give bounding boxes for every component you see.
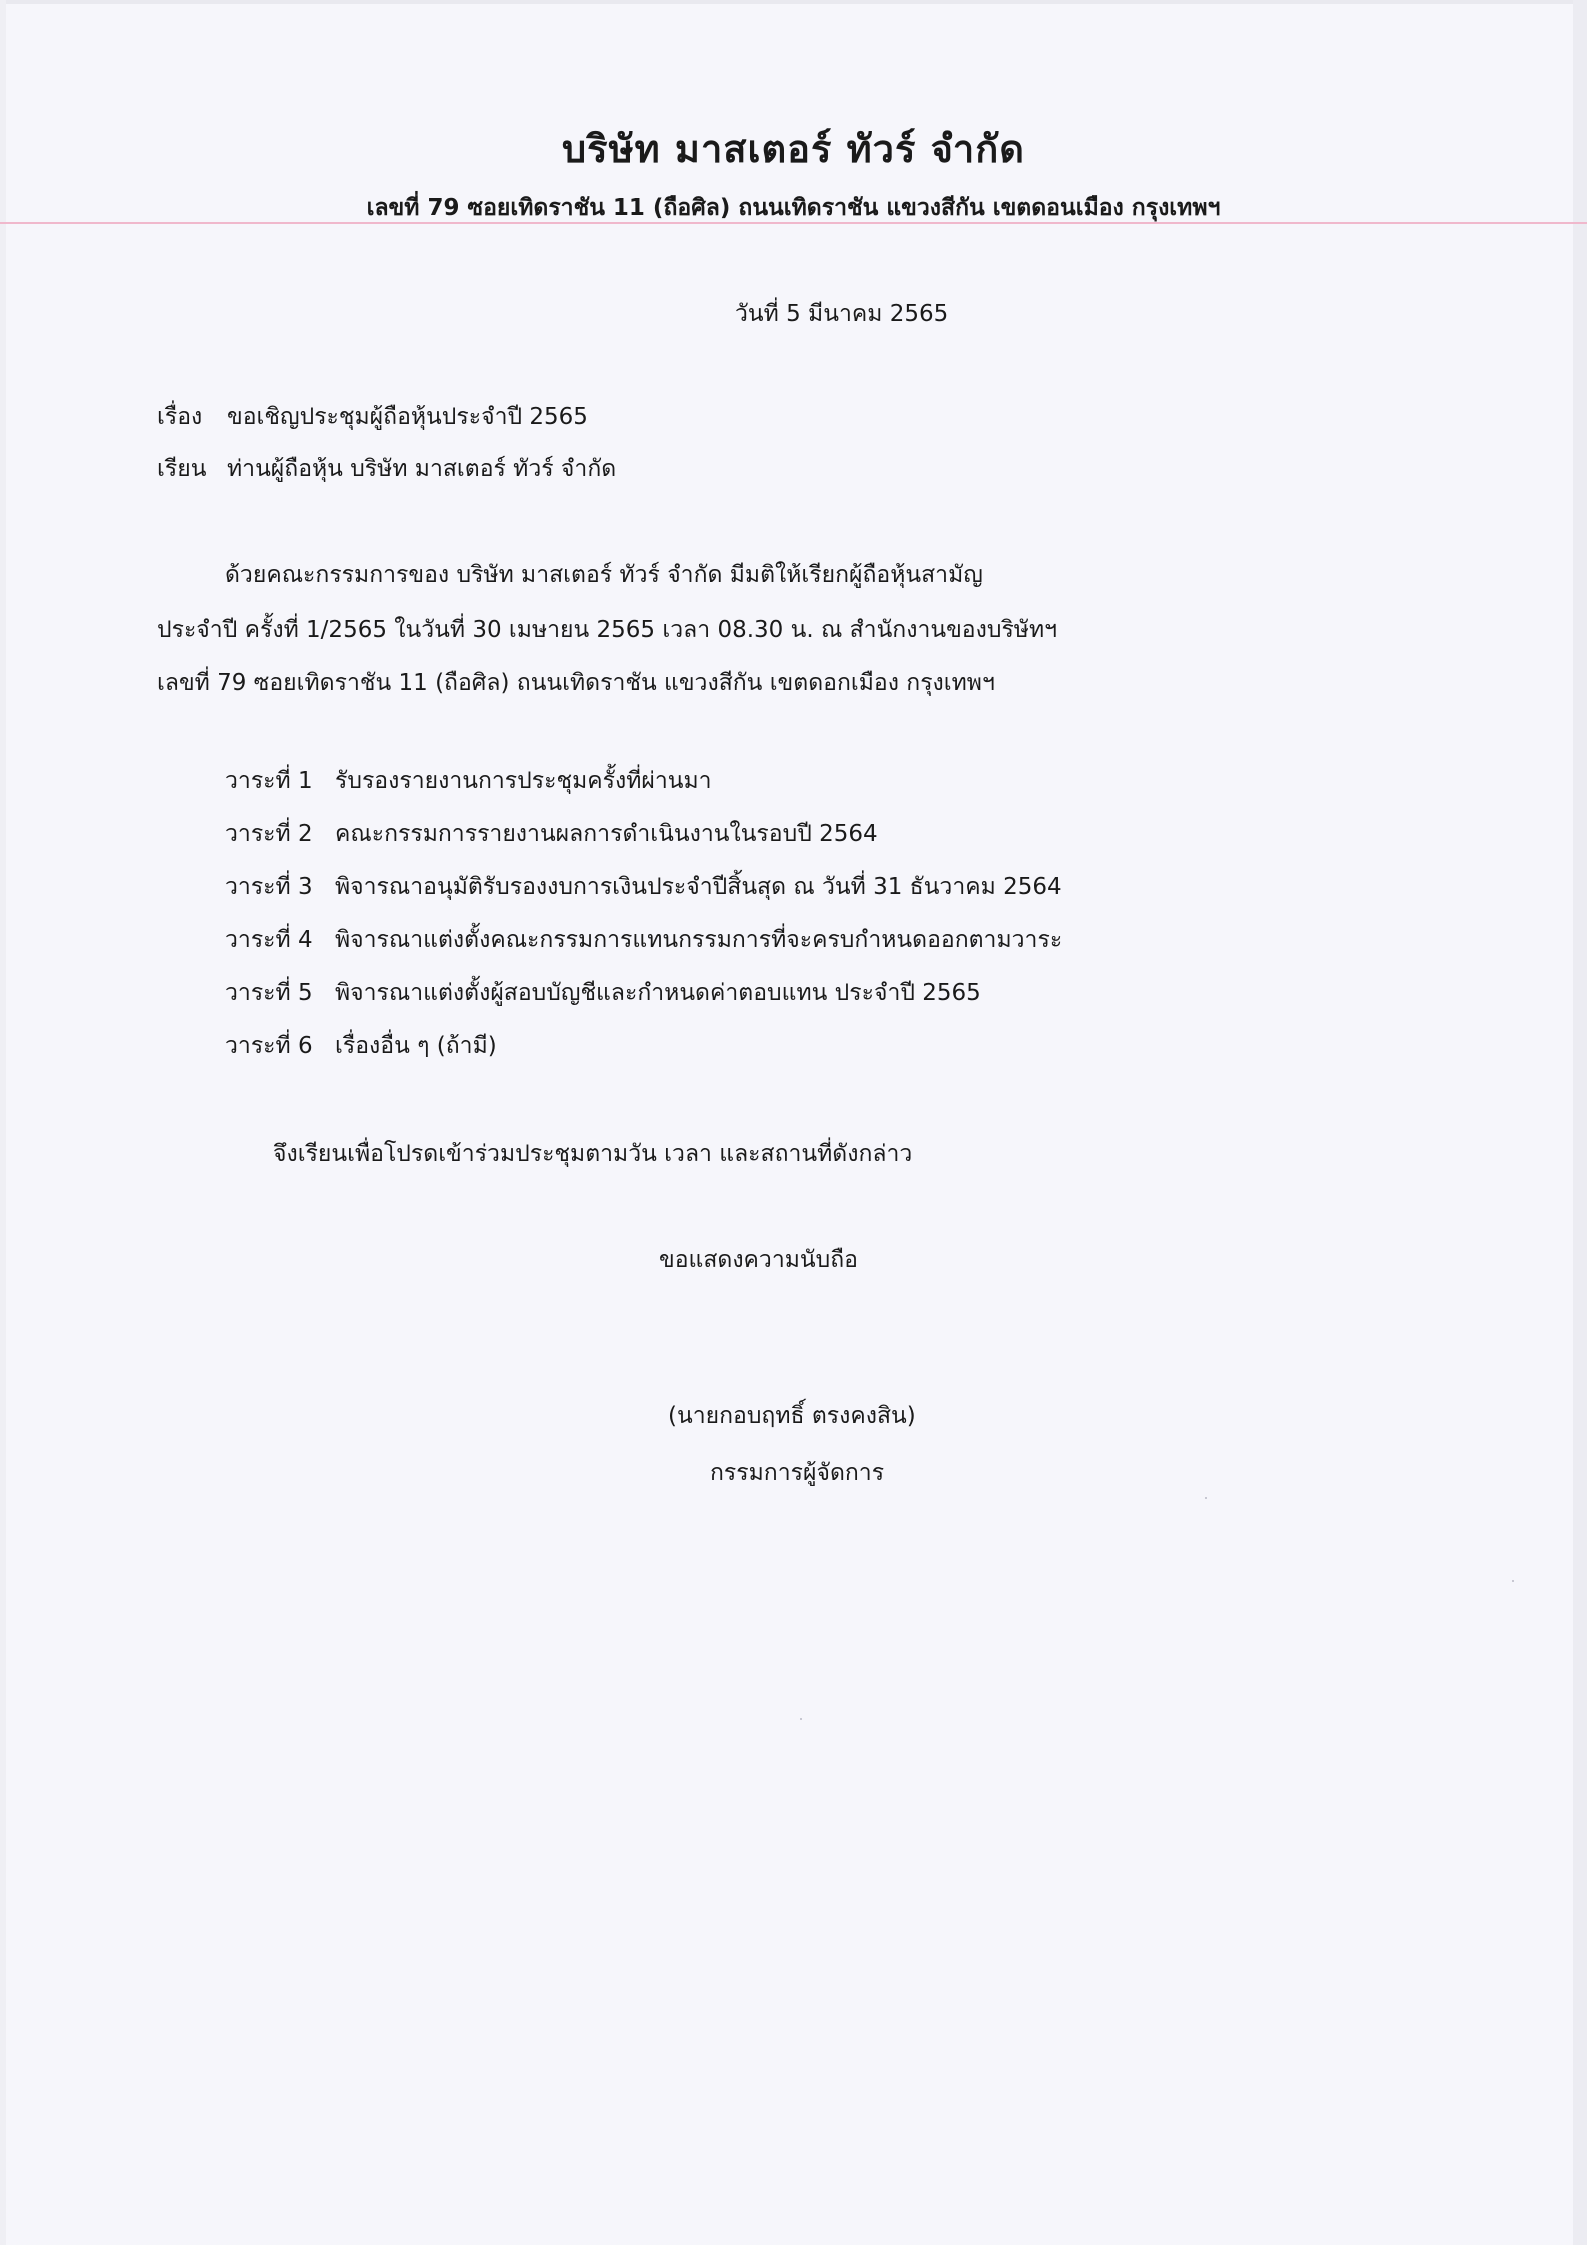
body-line: เลขที่ 79 ซอยเทิดราชัน 11 (ถือศิล) ถนนเทิดราชัน แขวงสีกัน เขตดอกเมือง กรุงเทพฯ: [157, 670, 995, 696]
body-line: ด้วยคณะกรรมการของ บริษัท มาสเตอร์ ทัวร์ จำกัด มีมติให้เรียกผู้ถือหุ้นสามัญ: [225, 562, 983, 588]
agenda-item: [225, 975, 981, 1011]
agenda-number: วาระที่ 4: [225, 927, 313, 953]
agenda-text: รับรองรายงานการประชุมครั้งที่ผ่านมา: [335, 768, 712, 794]
complimentary-close: ขอแสดงความนับถือ: [658, 1247, 858, 1273]
agenda-number: วาระที่ 6: [225, 1033, 313, 1059]
signer-name: (นายกอบฤทธิ์ ตรงคงสิน): [668, 1403, 916, 1429]
agenda-number: วาระที่ 3: [225, 874, 313, 900]
scan-speck: [800, 1718, 802, 1720]
closing-sentence: จึงเรียนเพื่อโปรดเข้าร่วมประชุมตามวัน เวลา และสถานที่ดังกล่าว: [273, 1141, 913, 1167]
recipient-line: [157, 451, 616, 487]
signer-title: กรรมการผู้จัดการ: [710, 1460, 885, 1486]
agenda-number: วาระที่ 1: [225, 768, 313, 794]
subject-label: เรื่อง: [157, 404, 203, 430]
body-line: ประจำปี ครั้งที่ 1/2565 ในวันที่ 30 เมษายน 2565 เวลา 08.30 น. ณ สำนักงานของบริษัทฯ: [157, 617, 1058, 643]
subject-line: [157, 399, 588, 435]
agenda-item: [225, 1028, 497, 1064]
agenda-item: [225, 869, 1062, 905]
scan-edge-right: [1573, 0, 1587, 2245]
recipient-label: เรียน: [157, 456, 207, 482]
agenda-item: [225, 763, 712, 799]
agenda-text: พิจารณาแต่งตั้งคณะกรรมการแทนกรรมการที่จะครบกำหนดออกตามวาระ: [335, 927, 1063, 953]
scan-edge-top: [0, 0, 1587, 4]
agenda-number: วาระที่ 5: [225, 980, 313, 1006]
company-name: บริษัท มาสเตอร์ ทัวร์ จำกัด: [562, 127, 1025, 171]
agenda-text: พิจารณาอนุมัติรับรองงบการเงินประจำปีสิ้นสุด ณ วันที่ 31 ธันวาคม 2564: [335, 874, 1062, 900]
scan-edge-left: [0, 0, 6, 2245]
scan-speck: [1205, 1497, 1207, 1499]
letter-date: วันที่ 5 มีนาคม 2565: [735, 301, 949, 327]
agenda-text: พิจารณาแต่งตั้งผู้สอบบัญชีและกำหนดค่าตอบแทน ประจำปี 2565: [335, 980, 981, 1006]
recipient-text: ท่านผู้ถือหุ้น บริษัท มาสเตอร์ ทัวร์ จำกัด: [227, 456, 617, 482]
agenda-text: เรื่องอื่น ๆ (ถ้ามี): [335, 1033, 497, 1059]
agenda-item: [225, 816, 878, 852]
agenda-item: [225, 922, 1062, 958]
company-address: เลขที่ 79 ซอยเทิดราชัน 11 (ถือศิล) ถนนเทิดราชัน แขวงสีกัน เขตดอนเมือง กรุงเทพฯ: [366, 195, 1221, 221]
agenda-text: คณะกรรมการรายงานผลการดำเนินงานในรอบปี 2564: [335, 821, 878, 847]
subject-text: ขอเชิญประชุมผู้ถือหุ้นประจำปี 2565: [227, 404, 588, 430]
header-divider: [0, 222, 1587, 224]
scan-speck: [1512, 1580, 1514, 1582]
agenda-number: วาระที่ 2: [225, 821, 313, 847]
